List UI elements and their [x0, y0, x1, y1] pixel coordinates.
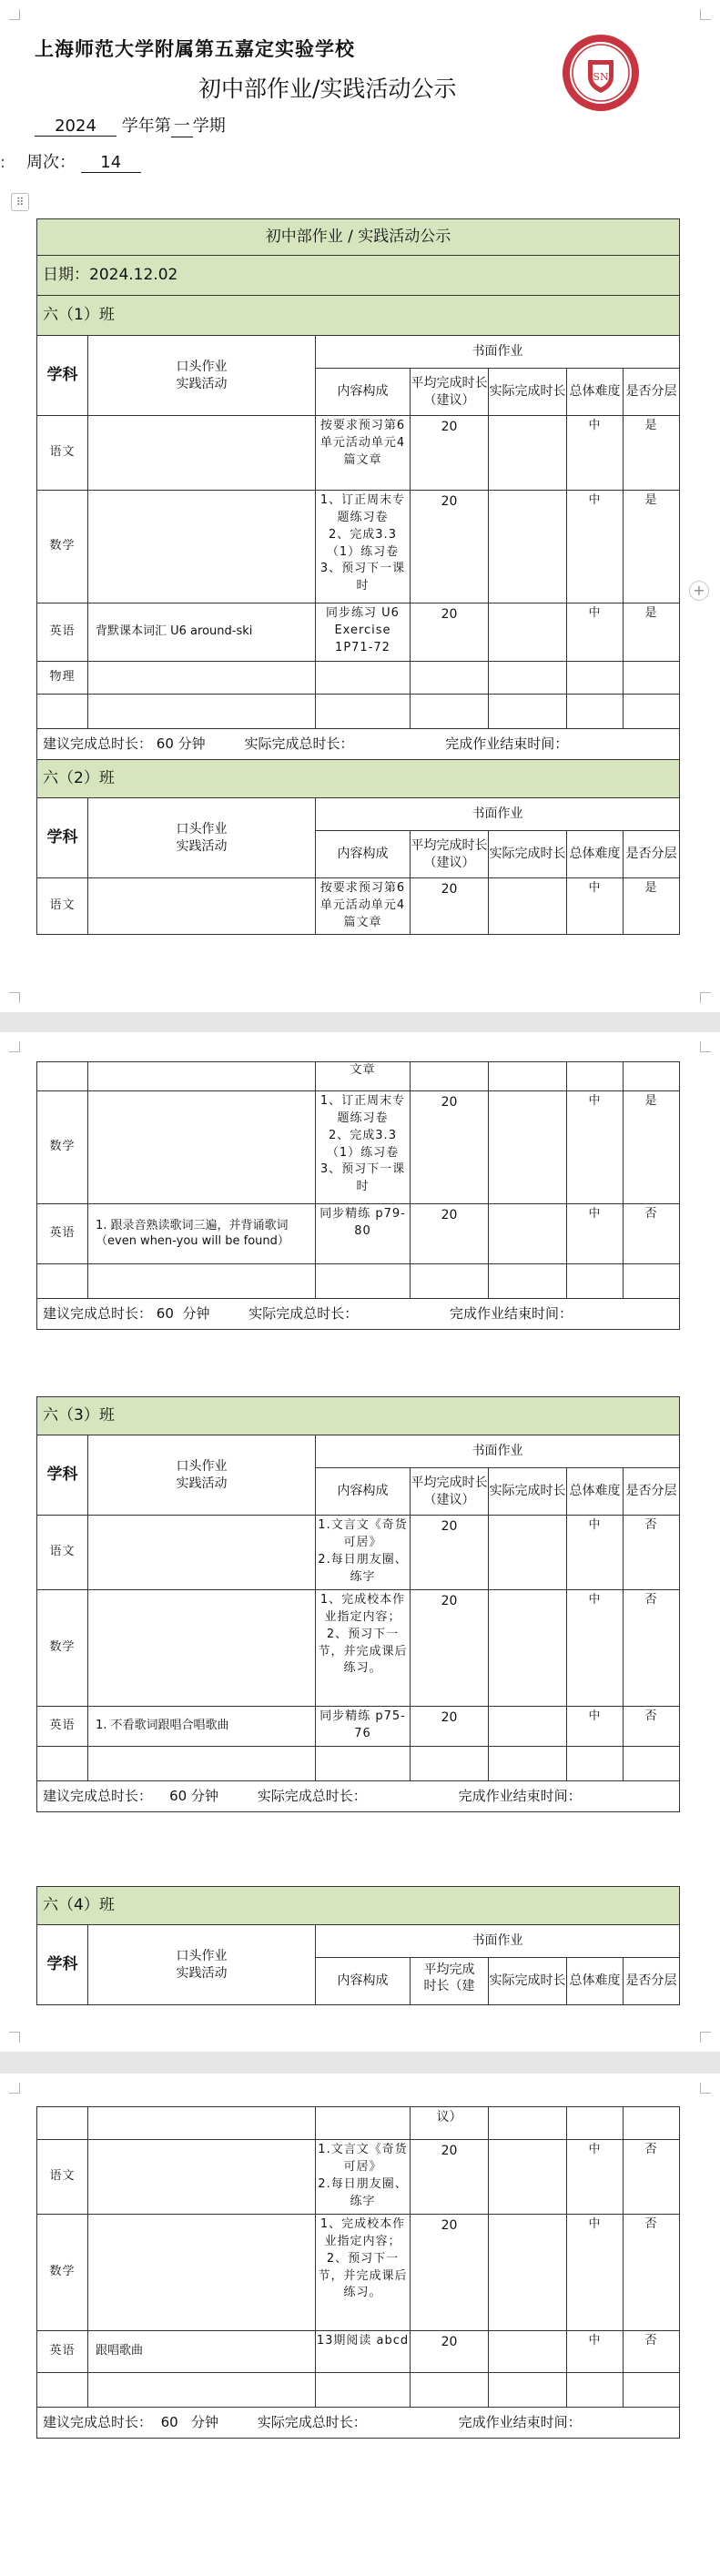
- table-row: 数学 1、订正周末专题练习卷 2、完成3.3（1）练习卷 3、预习下一课时 20 中 是: [37, 491, 680, 603]
- add-column-icon[interactable]: +: [689, 581, 709, 601]
- table-title: 初中部作业 / 实践活动公示: [37, 219, 680, 256]
- footer-row: 建议完成总时长： 60 分钟 实际完成总时长： 完成作业结束时间：: [37, 2408, 680, 2439]
- class-name-row: 六（1）班: [37, 296, 680, 336]
- header-oral: 口头作业 实践活动: [88, 336, 316, 416]
- table-move-handle-icon[interactable]: ⠿: [11, 193, 29, 211]
- table-row: 物理: [37, 662, 680, 695]
- table-row: 英语 背默课本词汇 U6 around-ski 同步练习 U6 Exercise 1P71-72 20 中 是: [37, 603, 680, 662]
- homework-table-part-3: [36, 2106, 680, 2439]
- class-name-row: 六（4）班: [37, 1887, 680, 1925]
- crop-mark: [9, 992, 20, 1003]
- table-row: [37, 695, 680, 729]
- table-row: [37, 1264, 680, 1299]
- table-row: 英语 跟唱歌曲 13期阅读 abcd 20 中 否: [37, 2331, 680, 2373]
- page-3: [0, 2074, 720, 2576]
- table-row-continued: 议）: [37, 2107, 680, 2140]
- header-actual: 实际完成时长: [489, 369, 567, 416]
- table-row: 语文 1.文言文《奇货可居》 2.每日朋友圈、练字 20 中 否: [37, 1516, 680, 1590]
- footer-row: 建议完成总时长： 60 分钟 实际完成总时长： 完成作业结束时间：: [37, 1781, 680, 1812]
- footer-row: 建议完成总时长： 60 分钟 实际完成总时长： 完成作业结束时间：: [37, 729, 680, 760]
- table-row: 数学 1、完成校本作业指定内容； 2、预习下一节，并完成课后练习。 20 中 否: [37, 1590, 680, 1707]
- crop-mark: [700, 1041, 711, 1052]
- header-avg: 平均完成时长（建议）: [411, 369, 489, 416]
- crop-mark: [700, 992, 711, 1003]
- table-row: 语文 按要求预习第6单元活动单元4篇文章 20 中 是: [37, 878, 680, 935]
- homework-table-part-1: 初中部作业 / 实践活动公示 日期：2024.12.02 六（1）班 学科 口头作业 实践活动 书面作业 内容构成 平均完成时长（建议） 实际完成时长 总体难度 是否分层 语文 按要求预习第6单元活动单元4篇文章 20 中 是 数学 1、订正周末专题练习卷 2、完成3.3（1）练习卷 3、预习下一课时 20 中 是 英语 背默课本词汇 U6 around-ski 同步练习 U6 Exercise 1P71-72 20 中 是 物理 建议完成总时长： 60 分钟 实际完成总时长： 完成作业结束时间： 六（2）班 学科 口头作业 实践活动 书面作业 内容构成 平均完成时长（建议） 实际完成时长 总体难度 是否分层 语文 按要求预习第6单元活动单元4篇文章 20 中 是: [36, 218, 680, 935]
- crop-mark: [700, 9, 711, 20]
- term-mid: 学年第: [121, 117, 171, 136]
- term-year: 2024: [35, 117, 117, 137]
- class-name-row: 六（3）班: [37, 1397, 680, 1435]
- header-content: 内容构成: [316, 369, 411, 416]
- page-2: [0, 1032, 720, 2052]
- table-row: 数学 1、订正周末专题练习卷 2、完成3.3（1）练习卷 3、预习下一课时 20 中 是: [37, 1091, 680, 1204]
- table-row: 英语 1. 不看歌词跟唱合唱歌曲 同步精练 p75-76 20 中 否: [37, 1707, 680, 1747]
- class-name-row: 六（2）班: [37, 760, 680, 798]
- table-row: 英语 1. 跟录音熟读歌词三遍，并背诵歌词（even when-you will be found） 同步精练 p79-80 20 中 否: [37, 1204, 680, 1264]
- term-end: 学期: [192, 117, 226, 136]
- homework-table-class-4: 六（4）班 学科 口头作业 实践活动 书面作业 内容构成 平均完成 时长（建 实际完成时长 总体难度 是否分层: [36, 1886, 680, 2005]
- week-number: 14: [81, 153, 141, 173]
- table-row-continued: 文章: [37, 1062, 680, 1091]
- term-num: 一: [171, 113, 193, 137]
- svg-text:SN: SN: [593, 71, 609, 83]
- crop-mark: [9, 2083, 20, 2094]
- header-subject: 学科: [37, 336, 88, 416]
- homework-table-class-3: 六（3）班 学科 口头作业 实践活动 书面作业 内容构成 平均完成时长（建议） 实际完成时长 总体难度 是否分层 语文 1.文言文《奇货可居》 2.每日朋友圈、练字 20 中 否 数学 1、完成校本作业指定内容； 2、预习下一节，并完成课后练习。 20 中 否 英语 1. 不看歌词跟唱合唱歌曲 同步精练 p75-76 20 中 否 建议完成总时长： 60 分钟 实际完成总时长： 完成作业结束时间：: [36, 1396, 680, 1812]
- page-1: [0, 0, 720, 1012]
- date-row: 日期：2024.12.02: [37, 256, 680, 296]
- document-title: 初中部作业/实践活动公示: [198, 76, 457, 102]
- crop-mark: [9, 2032, 20, 2043]
- table-row: 数学 1、完成校本作业指定内容； 2、预习下一节，并完成课后练习。 20 中 否: [37, 2215, 680, 2331]
- footer-row: 建议完成总时长： 60 分钟 实际完成总时长： 完成作业结束时间：: [37, 1299, 680, 1330]
- crop-mark: [700, 2032, 711, 2043]
- table-row: [37, 1747, 680, 1781]
- week-line: : 周次： 14: [0, 149, 141, 173]
- header-layer: 是否分层: [624, 369, 680, 416]
- week-label: 周次：: [25, 153, 76, 172]
- homework-table-part-2: [36, 1061, 680, 1330]
- header-written: 书面作业: [316, 336, 680, 369]
- table-row: [37, 2373, 680, 2408]
- crop-mark: [700, 2083, 711, 2094]
- school-name: 上海师范大学附属第五嘉定实验学校: [35, 37, 355, 60]
- term-line: [35, 113, 226, 137]
- crop-mark: [9, 9, 20, 20]
- header-difficulty: 总体难度: [567, 369, 624, 416]
- table-row: 语文 按要求预习第6单元活动单元4篇文章 20 中 是: [37, 416, 680, 491]
- table-row: 语文 1.文言文《奇货可居》 2.每日朋友圈、练字 20 中 否: [37, 2140, 680, 2215]
- crop-mark: [9, 1041, 20, 1052]
- school-logo-icon: [561, 33, 641, 113]
